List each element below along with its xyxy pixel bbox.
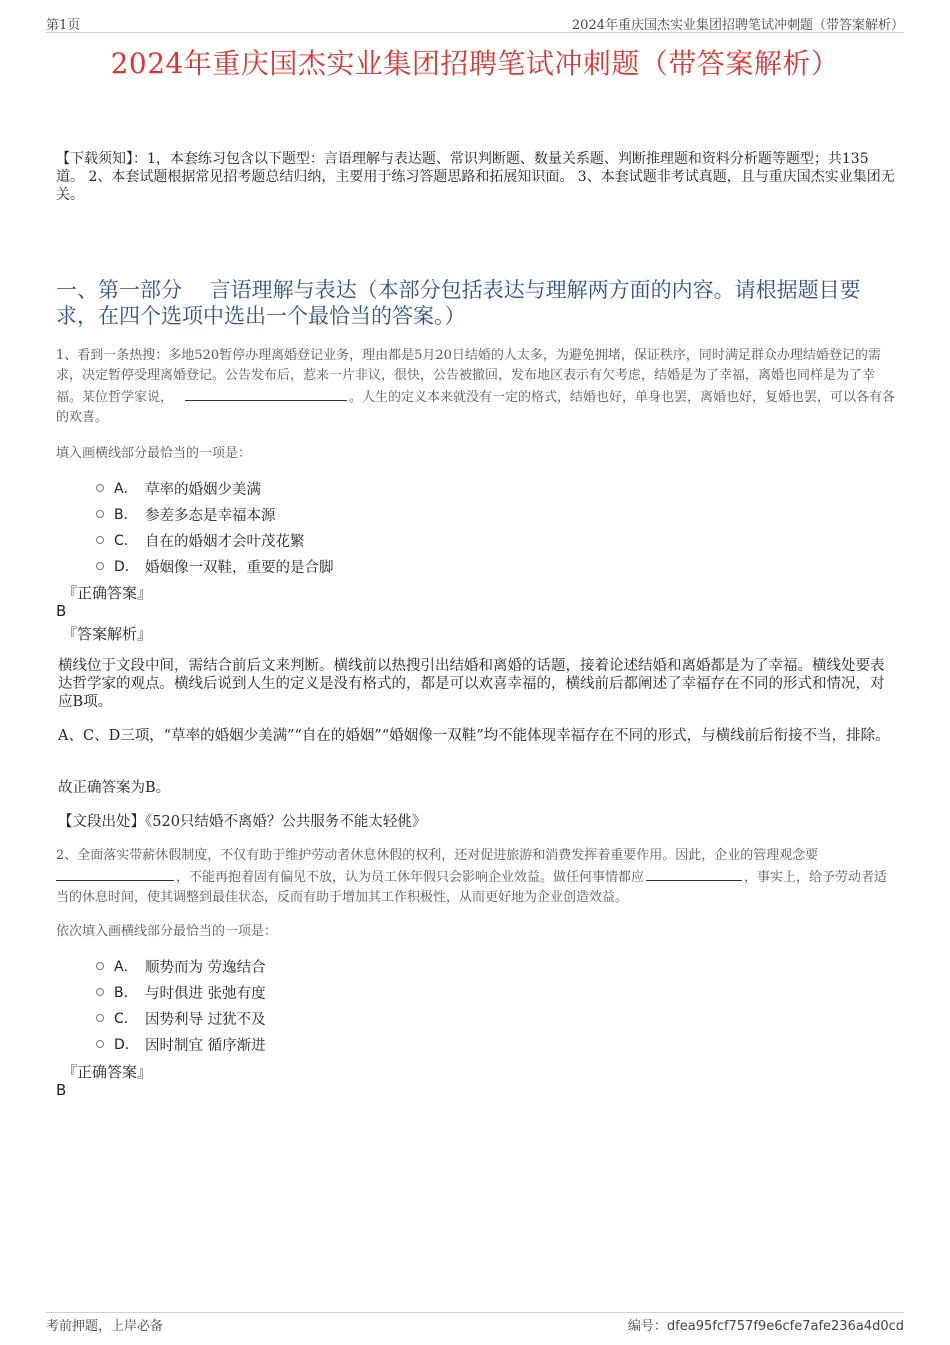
- download-notice: 【下载须知】：1，本套练习包含以下题型：言语理解与表达题、常识判断题、数量关系题、判断推理题和资料分析题等题型；共135道。 2、本套试题根据常见招考题总结归纳，主要用于练习答题思路和拓展知识面。 3、本套试题非考试真题，且与重庆国杰实业集团无关。: [56, 151, 895, 203]
- radio-button-icon[interactable]: [96, 484, 104, 492]
- answer-label: 『正确答案』: [62, 1063, 153, 1081]
- footer-slogan: 考前押题，上岸必备: [46, 1319, 164, 1334]
- page-number: 第1页: [46, 18, 81, 33]
- radio-button-icon[interactable]: [96, 1040, 104, 1048]
- answer-label: 『正确答案』: [62, 584, 153, 602]
- question-1-stem: 1、看到一条热搜：多地520暂停办理离婚登记业务，理由都是5月20日结婚的人太多，为避免拥堵，保证秩序，同时满足群众办理结婚登记的需求，决定暂停受理离婚登记。公告发布后，惹来一片非议，很快，公告被撤回，发布地区表示有欠考虑，结婚是为了幸福，离婚也同样是为了幸福。某位哲学家说， 。人生的定义本来就没有一定的格式，结婚也好，单身也罢，离婚也好，复婚也罢，可以各有各的欢喜。: [56, 348, 896, 425]
- radio-button-icon[interactable]: [96, 536, 104, 544]
- analysis-label: 『答案解析』: [62, 625, 153, 643]
- analysis-conclusion: 故正确答案为B。: [58, 780, 171, 796]
- analysis-paragraph: 横线位于文段中间，需结合前后文来判断。横线前以热搜引出结婚和离婚的话题，接着论述结婚和离婚都是为了幸福。横线处要表达哲学家的观点。横线后说到人生的定义是没有格式的，都是可以欢喜幸福的，横线前后都阐述了幸福存在不同的形式和情况，对应B项。: [58, 658, 885, 710]
- document-code: 编号：dfea95fcf757f9e6cfe7afe236a4d0cd: [627, 1319, 904, 1334]
- analysis-paragraph: A、C、D三项，“草率的婚姻少美满”“自在的婚姻”“婚姻像一双鞋”均不能体现幸福存在不同的形式，与横线前后衔接不当，排除。: [58, 728, 890, 744]
- question-1-prompt: 填入画横线部分最恰当的一项是：: [56, 446, 252, 461]
- radio-button-icon[interactable]: [96, 962, 104, 970]
- radio-button-icon[interactable]: [96, 988, 104, 996]
- question-2-prompt: 依次填入画横线部分最恰当的一项是：: [56, 924, 278, 939]
- fill-blank: [646, 866, 742, 881]
- section-heading: 一、第一部分 言语理解与表达（本部分包括表达与理解两方面的内容。请根据题目要求，在四个选项中选出一个最恰当的答案。）: [56, 278, 861, 328]
- radio-button-icon[interactable]: [96, 510, 104, 518]
- radio-button-icon[interactable]: [96, 1014, 104, 1022]
- question-2-stem: 2、全面落实带薪休假制度，不仅有助于维护劳动者休息休假的权利，还对促进旅游和消费发挥着重要作用。因此，企业的管理观念要 ，不能再抱着固有偏见不放，认为员工休年假只会影响企业效益。做任何事情都应 ，事实上，给予劳动者适当的休息时间，使其调整到最佳状态，反而有助于增加其工作积极性，从而更好地为企业创造效益。: [56, 848, 888, 905]
- fill-blank: [185, 386, 347, 401]
- answer-value: B: [56, 602, 67, 620]
- header-doc-title: 2024年重庆国杰实业集团招聘笔试冲刺题（带答案解析）: [571, 18, 904, 33]
- page-header: [46, 14, 904, 33]
- document-title: 2024年重庆国杰实业集团招聘笔试冲刺题（带答案解析）: [110, 47, 840, 80]
- answer-value: B: [56, 1081, 67, 1099]
- radio-button-icon[interactable]: [96, 562, 104, 570]
- analysis-source: 【文段出处】《520只结婚不离婚？公共服务不能太轻佻》: [58, 814, 427, 830]
- page-footer: [46, 1312, 904, 1333]
- fill-blank: [56, 866, 174, 881]
